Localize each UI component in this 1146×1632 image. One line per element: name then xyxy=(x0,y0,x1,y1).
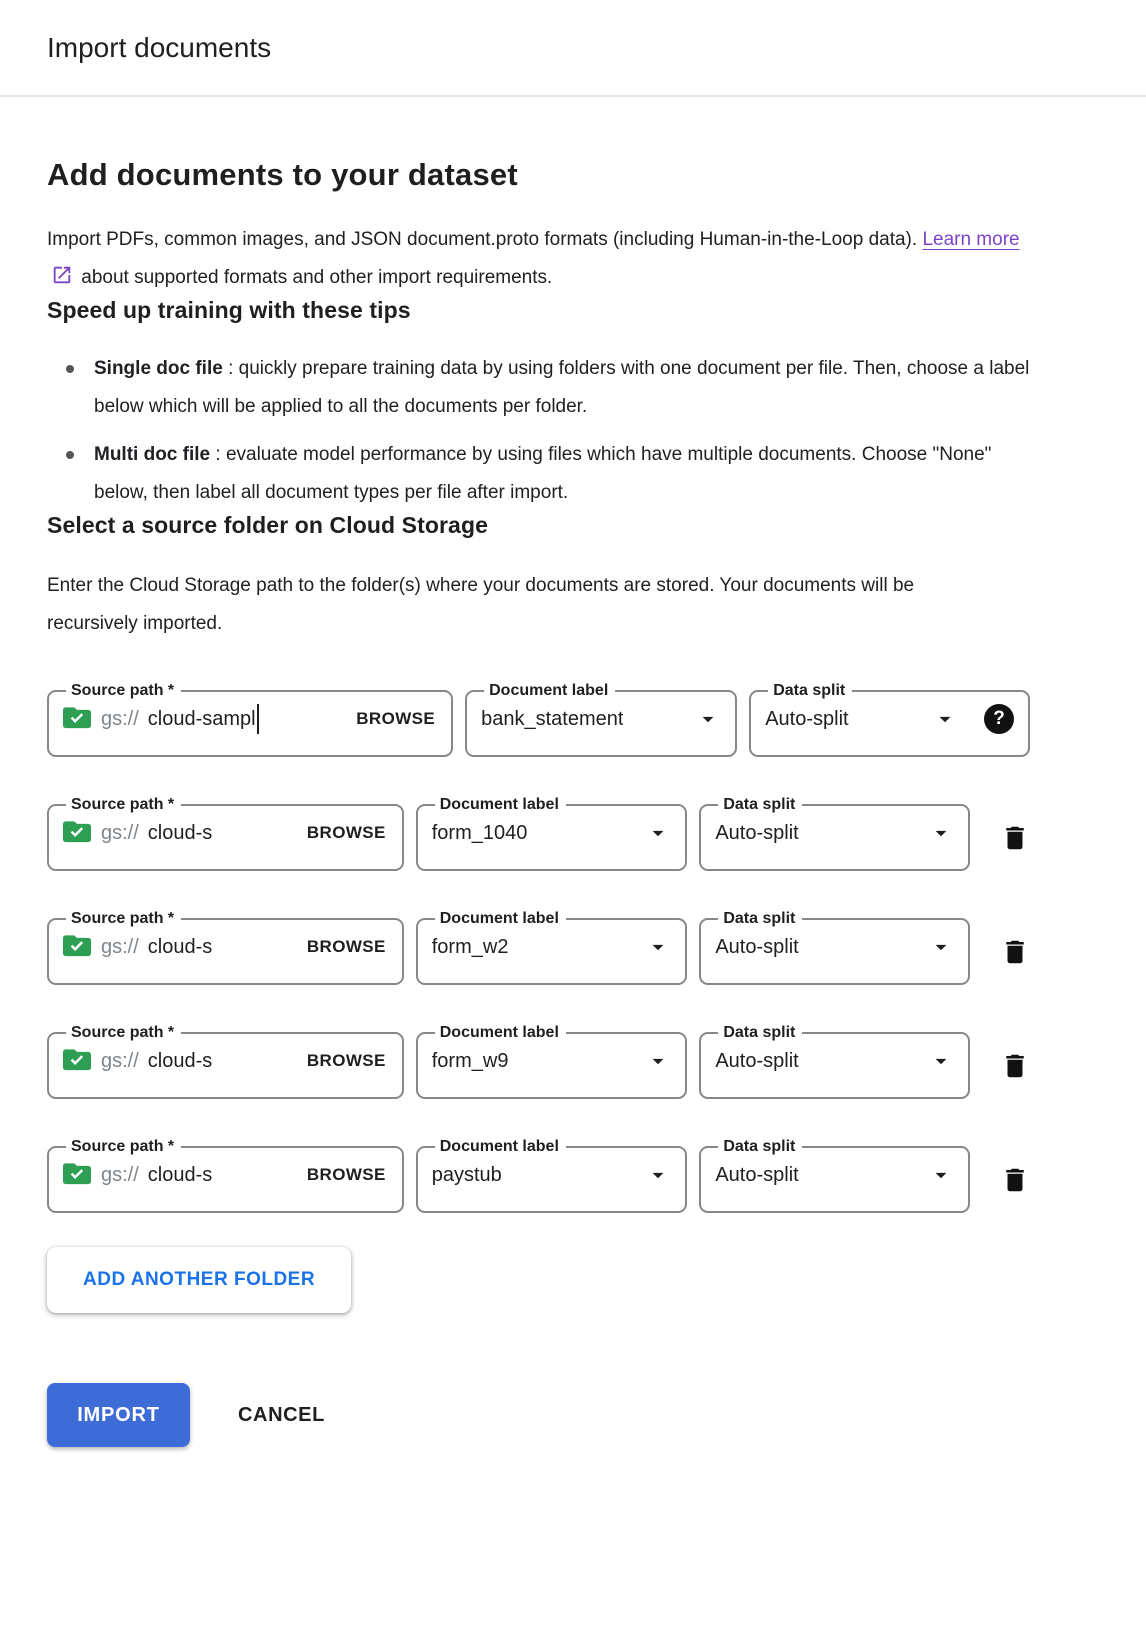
chevron-down-icon xyxy=(928,1048,954,1074)
delete-row-button[interactable] xyxy=(1000,823,1030,853)
chevron-down-icon xyxy=(645,934,671,960)
source-path-field[interactable] xyxy=(47,797,404,871)
intro-paragraph xyxy=(47,221,1030,297)
gs-prefix-label: gs:// xyxy=(101,935,139,958)
source-path-input[interactable]: cloud-s xyxy=(147,1163,213,1186)
help-icon[interactable]: ? xyxy=(984,704,1014,734)
document-label-value: bank_statement xyxy=(481,707,624,730)
folder-check-icon xyxy=(63,935,91,959)
data-split-value: Auto-split xyxy=(715,821,799,844)
delete-row-button[interactable] xyxy=(1000,1051,1030,1081)
document-label-label: Document label xyxy=(439,1024,559,1041)
data-split-select[interactable] xyxy=(699,797,970,871)
gs-prefix-label: gs:// xyxy=(101,1049,139,1072)
intro-text-before: Import PDFs, common images, and JSON document.proto formats (including Human-in-the-Loop data). xyxy=(47,229,923,250)
source-path-field[interactable] xyxy=(47,911,404,985)
data-split-select[interactable] xyxy=(699,1139,970,1213)
data-split-value: Auto-split xyxy=(715,1163,799,1186)
source-path-label: Source path * xyxy=(71,910,175,927)
chevron-down-icon xyxy=(928,934,954,960)
tip-lead: Single doc file xyxy=(94,358,223,379)
document-label-select[interactable] xyxy=(416,1025,688,1099)
source-path-input[interactable]: cloud-s xyxy=(147,1049,213,1072)
document-label-label: Document label xyxy=(439,796,559,813)
document-label-value: form_w2 xyxy=(431,935,509,958)
chevron-down-icon xyxy=(928,1162,954,1188)
page-heading: Add documents to your dataset xyxy=(47,157,518,192)
data-split-label: Data split xyxy=(723,910,796,927)
browse-button[interactable]: BROWSE xyxy=(305,931,388,963)
document-label-select[interactable] xyxy=(416,911,688,985)
dialog-title: Import documents xyxy=(47,31,272,63)
source-heading: Select a source folder on Cloud Storage xyxy=(47,512,488,538)
data-split-value: Auto-split xyxy=(715,935,799,958)
document-label-value: paystub xyxy=(431,1163,502,1186)
delete-row-button[interactable] xyxy=(1000,937,1030,967)
source-path-field[interactable] xyxy=(47,1025,404,1099)
source-description: Enter the Cloud Storage path to the folder(s) where your documents are stored. Your documents will be recursively imported. xyxy=(47,575,915,634)
browse-button[interactable]: BROWSE xyxy=(305,1159,388,1191)
source-path-label: Source path * xyxy=(71,1138,175,1155)
source-path-label: Source path * xyxy=(71,796,175,813)
source-folder-row xyxy=(47,797,1030,871)
source-folder-rows xyxy=(47,683,1030,1213)
chevron-down-icon xyxy=(645,1048,671,1074)
source-path-field[interactable] xyxy=(47,1139,404,1213)
source-path-input[interactable]: cloud-s xyxy=(147,935,213,958)
open-in-new-icon xyxy=(51,264,73,286)
cancel-button[interactable]: CANCEL xyxy=(234,1396,329,1435)
source-path-label: Source path * xyxy=(71,682,175,699)
tips-list xyxy=(47,350,1030,512)
tip-text: : quickly prepare training data by using folders with one document per file. Then, choose a label below which will be applied to all the documents per folder. xyxy=(94,358,1030,417)
document-label-label: Document label xyxy=(489,682,609,699)
browse-button[interactable]: BROWSE xyxy=(305,1045,388,1077)
data-split-label: Data split xyxy=(723,1024,796,1041)
data-split-value: Auto-split xyxy=(765,707,849,730)
tips-heading: Speed up training with these tips xyxy=(47,297,411,323)
source-path-field[interactable] xyxy=(47,683,453,757)
tip-text: : evaluate model performance by using files which have multiple documents. Choose "None" below, then label all document types per file after import. xyxy=(94,444,992,503)
delete-row-button[interactable] xyxy=(1000,1165,1030,1195)
data-split-label: Data split xyxy=(773,682,846,699)
document-label-select[interactable] xyxy=(416,797,688,871)
folder-check-icon xyxy=(63,1163,91,1187)
data-split-select[interactable] xyxy=(699,1025,970,1099)
data-split-value: Auto-split xyxy=(715,1049,799,1072)
document-label-label: Document label xyxy=(439,910,559,927)
data-split-label: Data split xyxy=(723,1138,796,1155)
source-folder-row xyxy=(47,911,1030,985)
dialog-content xyxy=(0,157,1146,1447)
text-cursor xyxy=(257,704,259,734)
document-label-value: form_w9 xyxy=(431,1049,509,1072)
folder-check-icon xyxy=(63,707,91,731)
intro-text-after: about supported formats and other import requirements. xyxy=(76,267,553,288)
document-label-select[interactable] xyxy=(416,1139,688,1213)
gs-prefix-label: gs:// xyxy=(101,821,139,844)
chevron-down-icon xyxy=(932,706,958,732)
source-folder-row xyxy=(47,683,1030,757)
gs-prefix-label: gs:// xyxy=(101,707,139,730)
data-split-select[interactable] xyxy=(699,911,970,985)
trash-icon xyxy=(1000,1165,1030,1195)
gs-prefix-label: gs:// xyxy=(101,1163,139,1186)
source-folder-row xyxy=(47,1025,1030,1099)
document-label-value: form_1040 xyxy=(431,821,528,844)
folder-check-icon xyxy=(63,1049,91,1073)
source-folder-row xyxy=(47,1139,1030,1213)
tip-lead: Multi doc file xyxy=(94,444,211,465)
dialog-actions xyxy=(47,1383,1030,1447)
trash-icon xyxy=(1000,823,1030,853)
document-label-select[interactable] xyxy=(465,683,737,757)
source-path-input[interactable]: cloud-sampl xyxy=(147,707,256,730)
learn-more-link[interactable]: Learn more xyxy=(922,229,1020,250)
trash-icon xyxy=(1000,1051,1030,1081)
chevron-down-icon xyxy=(695,706,721,732)
data-split-select[interactable] xyxy=(749,683,1030,757)
add-another-folder-button[interactable]: ADD ANOTHER FOLDER xyxy=(47,1247,351,1313)
import-button[interactable]: IMPORT xyxy=(47,1383,190,1447)
folder-check-icon xyxy=(63,821,91,845)
chevron-down-icon xyxy=(928,820,954,846)
document-label-label: Document label xyxy=(439,1138,559,1155)
tip-single-doc-file xyxy=(94,350,1030,426)
trash-icon xyxy=(1000,937,1030,967)
tip-multi-doc-file xyxy=(94,436,1030,512)
source-path-input[interactable]: cloud-s xyxy=(147,821,213,844)
chevron-down-icon xyxy=(645,820,671,846)
browse-button[interactable]: BROWSE xyxy=(305,817,388,849)
source-path-label: Source path * xyxy=(71,1024,175,1041)
data-split-label: Data split xyxy=(723,796,796,813)
chevron-down-icon xyxy=(645,1162,671,1188)
dialog-titlebar xyxy=(0,0,1146,97)
browse-button[interactable]: BROWSE xyxy=(354,703,437,735)
